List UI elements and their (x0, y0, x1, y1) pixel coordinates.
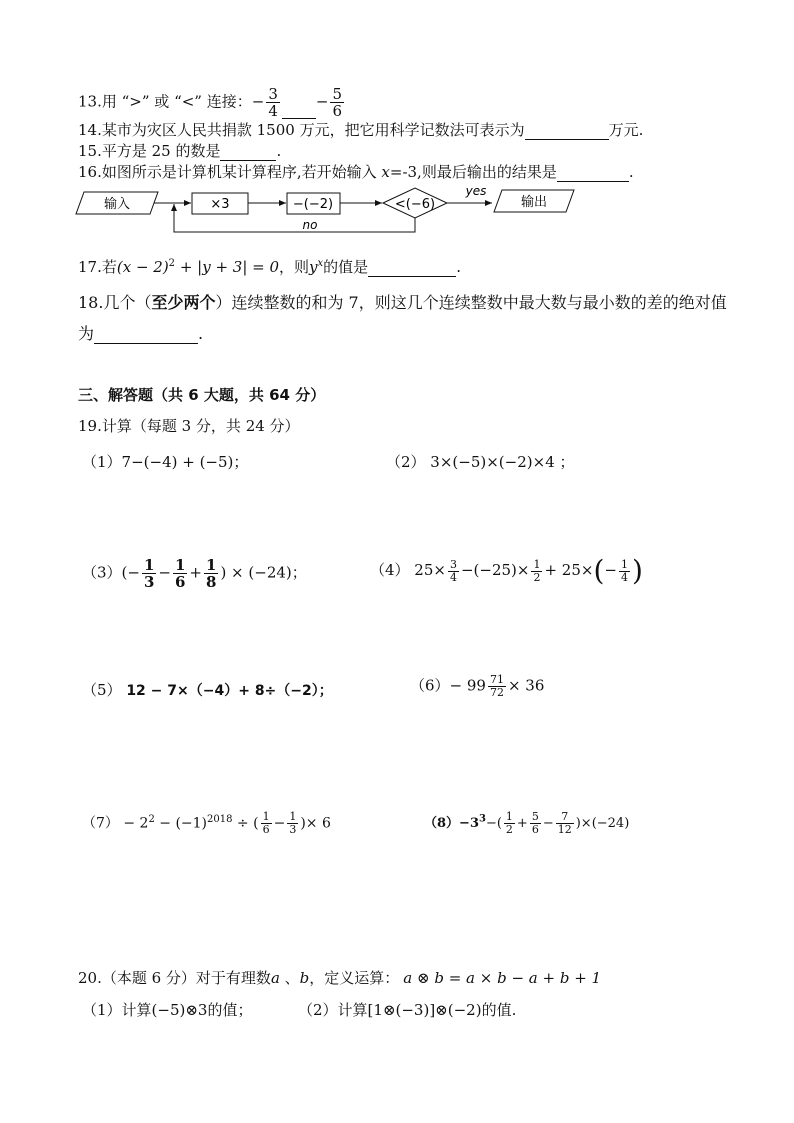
q20-p1-b: 的值； (207, 1001, 253, 1019)
q19-part2: （2） 3×(−5)×(−2)×4 ； (386, 453, 575, 471)
q19-p3-frac3-den: 8 (206, 573, 217, 591)
q16-end: . (628, 163, 634, 181)
flow-input-label: 输入 (103, 197, 131, 212)
q19-p4-frac3-num: 1 (620, 557, 628, 571)
q19-p8-a: （8）−3 (424, 816, 479, 831)
q19-p8-exp: 3 (478, 813, 486, 825)
q13-text: 用 “>” 或 “<” 连接： (101, 92, 252, 111)
q19-part5 (82, 680, 333, 701)
q17-blank[interactable] (368, 260, 456, 277)
q19-p7-frac1-den: 6 (262, 823, 270, 836)
q19-p6-a: （6）− 99 (410, 676, 486, 695)
q19-part8 (424, 811, 629, 836)
q19-p4-frac1 (448, 559, 459, 584)
q13-frac2-num: 5 (332, 85, 342, 103)
q17-exp: 2 (168, 258, 176, 269)
q18-text-a: 18.几个（ (78, 293, 152, 312)
flow-arrowhead-3 (375, 200, 382, 206)
q19-p6-frac-den: 72 (489, 686, 504, 699)
q17-text-c: 的值是 (323, 258, 369, 276)
q19-p6-b: × 36 (507, 676, 545, 695)
q19-p7-frac2-num: 1 (289, 810, 297, 823)
q19-p4-frac1-den: 4 (449, 570, 457, 584)
q15-end: . (276, 142, 282, 160)
q19-p8-frac1-num: 1 (505, 810, 513, 823)
q20-definition: a ⊗ b = a × b − a + b + 1 (403, 969, 602, 987)
q19-title: 19.计算（每题 3 分，共 24 分） (78, 417, 300, 435)
q19-p3-frac1-num: 1 (143, 556, 155, 574)
q14 (78, 120, 643, 140)
q17-expr-b: + |y + 3| = 0 (175, 258, 280, 276)
q17-y-exp: x (317, 258, 324, 269)
q20-part1 (82, 1000, 253, 1020)
q19-p7-exp2: 2018 (207, 813, 233, 825)
q19-p4-a: （4） 25× (370, 561, 446, 579)
q13-blank[interactable] (282, 118, 316, 119)
q18-text-b: ）连续整数的和为 7，则这几个连续整数中最大数与最小数的差的绝对值 (215, 293, 727, 312)
flow-output-label: 输出 (520, 195, 548, 210)
q19-p3-frac1 (142, 557, 156, 590)
q20-p2-a: （2）计算 (298, 1001, 368, 1019)
q14-blank[interactable] (525, 123, 609, 140)
q19-p4-frac1-num: 3 (449, 557, 457, 571)
q20-p2-expr: [1⊗(−3)]⊗(−2) (367, 1001, 482, 1019)
q20-stem (78, 968, 601, 988)
q19-p8-frac3-num: 7 (556, 811, 574, 824)
q19-p4-frac3-den: 4 (620, 570, 628, 584)
q19-p8-frac2-num: 5 (531, 810, 539, 823)
q20-sep: 、 (279, 969, 300, 987)
q17-expr-a: (x − 2) (116, 258, 169, 276)
q17 (78, 257, 461, 277)
q20-part2 (298, 1000, 516, 1020)
flow-no-label: no (302, 218, 318, 232)
q19-p7-b: − (−1) (154, 815, 208, 832)
q19-p7-frac2-den: 3 (289, 823, 297, 836)
q19-p4-frac2-den: 2 (533, 570, 541, 584)
q14-text: 14.某市为灾区人民共捐款 1500 万元，把它用科学记数法可表示为 (78, 121, 525, 139)
q20-text-a: 20.（本题 6 分）对于有理数 (78, 969, 271, 987)
q19-part6 (410, 674, 544, 699)
q19-p3-frac3-num: 1 (206, 556, 217, 574)
q19-p7-op: − (273, 815, 286, 832)
q19-p8-op2: − (542, 816, 554, 831)
q19-p8-frac3-den: 12 (557, 823, 572, 836)
flow-arrowhead-yes (485, 200, 492, 206)
q20-p1-expr: (−5)⊗3 (151, 1001, 208, 1019)
flow-times-label: ×3 (210, 197, 230, 212)
q19-p4-rparen: ) (631, 554, 643, 587)
q19-p3-frac3 (204, 557, 218, 590)
flow-arrowhead-1 (184, 200, 191, 206)
q20-var-b: b (299, 969, 310, 987)
q16-text-b: =-3,则最后输出的结果是 (389, 163, 557, 181)
q19-p3-frac2-den: 6 (174, 573, 186, 591)
q20-p2-b: 的值. (481, 1001, 517, 1019)
q15-text: 15.平方是 25 的数是 (78, 142, 221, 160)
q14-unit: 万元. (608, 121, 644, 139)
q19-p8-frac1-den: 2 (505, 823, 513, 836)
q16-blank[interactable] (557, 165, 629, 182)
q19-p8-frac2-den: 6 (531, 823, 539, 836)
q19-p3-op2: + (189, 563, 202, 582)
q19-p8-b: −( (485, 816, 502, 831)
q17-end: . (456, 258, 461, 276)
q19-p4-neg: − (604, 561, 617, 579)
q19-p8-frac3 (556, 811, 574, 836)
q19-part7 (82, 811, 331, 836)
q19-p4-b: −(−25)× (460, 561, 530, 579)
q13-number: 13. (78, 92, 102, 111)
q13-frac1-num: 3 (268, 85, 278, 103)
q13-frac2 (330, 86, 344, 119)
q19-p7-frac2 (287, 811, 298, 836)
q19-p7-exp1: 2 (148, 813, 155, 825)
flow-loop-arrowhead (171, 204, 177, 211)
q19-p3-frac2-num: 1 (174, 556, 186, 574)
q16-flowchart (74, 182, 584, 236)
q19-p5-a: （5） (82, 681, 127, 699)
q19-p7-d: )× 6 (300, 815, 331, 832)
q19-part4 (370, 554, 643, 587)
q19-p4-c: + 25× (544, 561, 594, 579)
flow-minus-label: −(−2) (292, 197, 334, 212)
q19-p4-frac2-num: 1 (533, 557, 541, 571)
flow-cond-label: <(−6) (394, 197, 436, 212)
flow-arrowhead-2 (279, 200, 286, 206)
q19-p6-frac-num: 71 (489, 673, 504, 686)
q19-p8-op1: + (516, 816, 528, 831)
q18-text-c: 为 (78, 324, 95, 343)
section-3-title: 三、解答题（共 6 大题，共 64 分） (78, 386, 326, 404)
q19-p4-lparen: ( (593, 554, 605, 587)
q19-p3-open: （3）(− (82, 563, 140, 582)
q19-p3-op1: − (158, 563, 171, 582)
q19-p8-frac2 (530, 811, 541, 836)
q13-frac1-den: 4 (268, 102, 278, 120)
q17-y: y (309, 258, 318, 276)
q19-p8-frac1 (504, 811, 515, 836)
q17-number: 17.若 (78, 258, 117, 276)
q13-minus1: − (251, 92, 265, 111)
q20-text-b: ，定义运算： (309, 969, 400, 987)
q19-p6-frac (488, 674, 506, 699)
q16-var-x: x (381, 163, 390, 181)
flow-yes-label: yes (465, 184, 487, 198)
q19-p4-frac3 (619, 559, 630, 584)
q17-text-b: ，则 (279, 258, 310, 276)
q15 (78, 141, 281, 161)
q13 (78, 86, 346, 119)
q16-text-a: 16.如图所示是计算机某计算程序,若开始输入 (78, 163, 382, 181)
q19-part1: （1）7−(−4) + (−5)； (82, 453, 249, 471)
q13-minus2: − (315, 92, 329, 111)
q13-frac2-den: 6 (332, 102, 342, 120)
q18-bold: 至少两个 (151, 293, 216, 312)
q16 (78, 162, 634, 182)
q19-p4-frac2 (531, 559, 542, 584)
q19-p8-c: )×(−24) (575, 816, 630, 831)
q19-p7-frac1 (261, 811, 272, 836)
q19-part3 (82, 557, 307, 590)
q19-p7-a: （7） − 2 (82, 815, 149, 832)
q20-p1-a: （1）计算 (82, 1001, 152, 1019)
q19-p7-frac1-num: 1 (262, 810, 270, 823)
q18-line2 (78, 324, 203, 344)
q19-p7-c: ÷ ( (232, 815, 259, 832)
q19-p5-b: 12 − 7×（−4）+ 8÷（−2）； (126, 683, 333, 699)
q18-blank[interactable] (94, 327, 198, 344)
q15-blank[interactable] (220, 144, 276, 161)
q13-frac1 (266, 86, 280, 119)
q18-end: . (198, 324, 204, 343)
q19-p3-frac2 (173, 557, 187, 590)
q20-var-a: a (270, 969, 280, 987)
q18-line1 (78, 293, 727, 313)
q19-p3-frac1-den: 3 (143, 573, 155, 591)
q19-p3-close: ) × (−24)； (220, 563, 307, 582)
